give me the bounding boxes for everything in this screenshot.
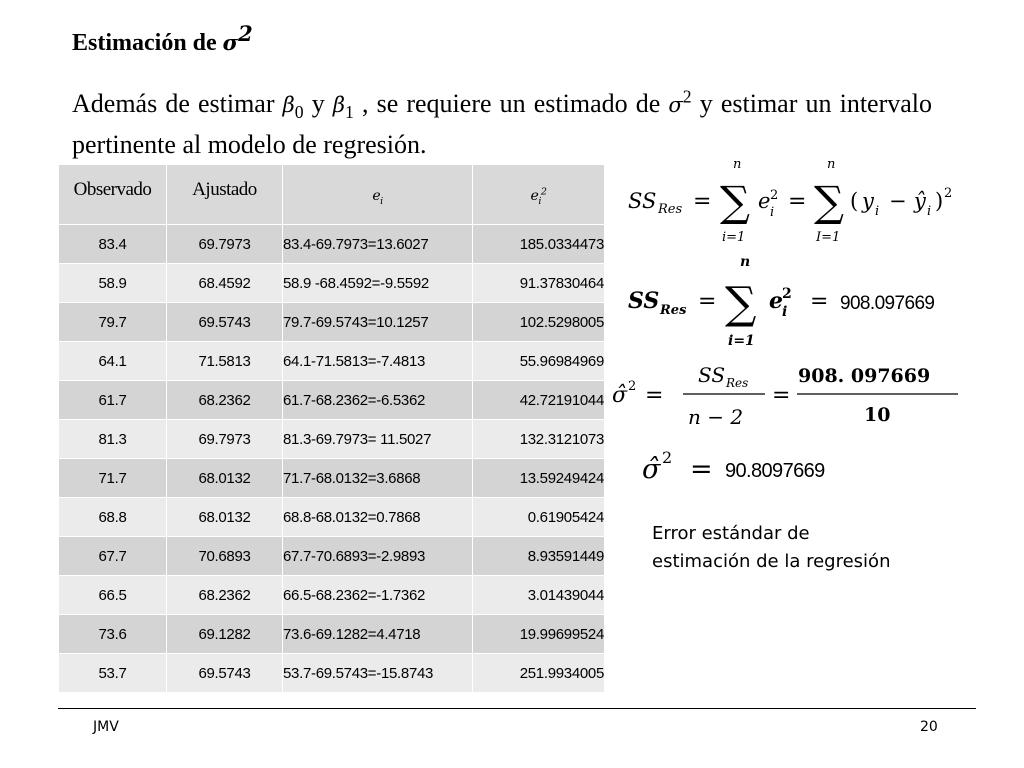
footer-divider xyxy=(58,708,976,709)
svg-text:Res: Res xyxy=(658,202,683,217)
residual-cell: 73.6-69.1282=4.4718 xyxy=(283,615,473,654)
svg-text:=: = xyxy=(810,289,829,314)
svg-text:σ̂: σ̂ xyxy=(642,454,661,485)
fitted-cell: 68.2362 xyxy=(167,576,283,615)
footer-author: JMV xyxy=(93,719,119,735)
fitted-cell: 69.1282 xyxy=(167,615,283,654)
residual-cell: 67.7-70.6893=-2.9893 xyxy=(283,537,473,576)
svg-text:n: n xyxy=(827,157,836,172)
table-row xyxy=(59,381,605,420)
residual-squared-cell: 102.5298005 xyxy=(473,303,605,342)
table-row xyxy=(59,615,605,654)
header-ajustado: Ajustado xyxy=(167,165,283,225)
table-row xyxy=(59,459,605,498)
observed-cell: 68.8 xyxy=(59,498,167,537)
residual-cell: 53.7-69.5743=-15.8743 xyxy=(283,654,473,693)
fitted-cell: 69.5743 xyxy=(167,654,283,693)
sigma-hat-ratio xyxy=(612,363,958,429)
intro-paragraph: Además de estimar $\beta_0$ y $\beta_1$ , se requiere un estimado de $\sigma^2$ y estimar un intervalo pertinente al modelo de regresión. xyxy=(72,86,933,159)
sum-symbol: ∑ xyxy=(725,278,757,329)
svg-text:i=1: i=1 xyxy=(728,333,755,349)
table-row xyxy=(59,576,605,615)
svg-text:2: 2 xyxy=(782,286,792,302)
residual-cell: 64.1-71.5813=-7.4813 xyxy=(283,342,473,381)
svg-text:10: 10 xyxy=(864,404,891,426)
residual-squared-cell: 13.59249424 xyxy=(473,459,605,498)
residual-cell: 81.3-69.7973= 11.5027 xyxy=(283,420,473,459)
svg-text:n − 2: n − 2 xyxy=(688,405,744,429)
ss-res-number: 908.097669 xyxy=(840,293,935,314)
svg-text:e: e xyxy=(769,288,783,314)
ss-symbol: SS xyxy=(628,189,657,213)
svg-text:): ) xyxy=(935,189,944,213)
svg-text:=: = xyxy=(690,454,713,485)
residual-squared-cell: 8.93591449 xyxy=(473,537,605,576)
beta1-symbol: β xyxy=(332,93,345,117)
svg-text:SS: SS xyxy=(628,288,660,314)
fitted-cell: 68.2362 xyxy=(167,381,283,420)
sigma-symbol: σ xyxy=(222,30,239,55)
table-row xyxy=(59,498,605,537)
svg-text:=: = xyxy=(645,383,664,408)
formulas-panel xyxy=(600,150,1000,530)
svg-text:e: e xyxy=(758,189,771,213)
svg-text:i: i xyxy=(927,204,932,219)
svg-text:i: i xyxy=(782,304,788,320)
svg-text:=: = xyxy=(788,189,807,214)
table-row xyxy=(59,537,605,576)
fitted-cell: 68.0132 xyxy=(167,459,283,498)
observed-cell: 83.4 xyxy=(59,225,167,264)
observed-cell: 66.5 xyxy=(59,576,167,615)
table-row xyxy=(59,303,605,342)
residual-squared-cell: 55.96984969 xyxy=(473,342,605,381)
sum-symbol: ∑ xyxy=(814,177,844,226)
header-residual: $e_i$ xyxy=(283,165,473,225)
header-residual-squared: $e_i^2$ xyxy=(473,165,605,225)
table-header-row xyxy=(59,165,605,225)
beta0-symbol: β xyxy=(282,93,295,117)
table-row xyxy=(59,225,605,264)
fitted-cell: 69.7973 xyxy=(167,420,283,459)
residual-cell: 83.4-69.7973=13.6027 xyxy=(283,225,473,264)
svg-text:n: n xyxy=(733,157,742,172)
residual-squared-cell: 251.9934005 xyxy=(473,654,605,693)
svg-text:σ̂: σ̂ xyxy=(612,383,628,408)
sigma-power: 2 xyxy=(238,21,253,46)
residual-squared-cell: 3.01439044 xyxy=(473,576,605,615)
residual-cell: 71.7-68.0132=3.6868 xyxy=(283,459,473,498)
sum-symbol: ∑ xyxy=(720,177,750,226)
svg-text:=: = xyxy=(772,383,791,408)
fitted-cell: 68.0132 xyxy=(167,498,283,537)
formulas-svg xyxy=(600,150,1000,530)
residual-cell: 79.7-69.5743=10.1257 xyxy=(283,303,473,342)
observed-cell: 79.7 xyxy=(59,303,167,342)
svg-text:2: 2 xyxy=(944,186,953,201)
sigma-hat-number: 90.8097669 xyxy=(725,460,825,482)
observed-cell: 81.3 xyxy=(59,420,167,459)
svg-text:(: ( xyxy=(850,189,859,213)
ss-res-definition xyxy=(628,157,952,245)
observed-cell: 64.1 xyxy=(59,342,167,381)
slide-title: Estimación de $\sigma^2$ xyxy=(72,21,253,56)
residuals-table xyxy=(58,164,605,693)
svg-text:=: = xyxy=(693,189,712,214)
svg-text:i=1: i=1 xyxy=(722,230,746,245)
svg-text:=: = xyxy=(698,289,717,314)
table-row xyxy=(59,264,605,303)
standard-error-note: Error estándar de estimación de la regresión xyxy=(652,523,891,572)
residual-cell: 61.7-68.2362=-6.5362 xyxy=(283,381,473,420)
header-observado: Observado xyxy=(59,165,167,225)
residual-squared-cell: 42.72191044 xyxy=(473,381,605,420)
residual-squared-cell: 185.0334473 xyxy=(473,225,605,264)
fitted-cell: 68.4592 xyxy=(167,264,283,303)
residual-squared-cell: 0.61905424 xyxy=(473,498,605,537)
svg-text:ŷ: ŷ xyxy=(914,189,926,213)
sigma-symbol: σ xyxy=(668,93,683,117)
residual-squared-cell: 19.99699524 xyxy=(473,615,605,654)
table-row xyxy=(59,342,605,381)
svg-text:908. 097669: 908. 097669 xyxy=(798,365,931,387)
fitted-cell: 69.7973 xyxy=(167,225,283,264)
fitted-cell: 70.6893 xyxy=(167,537,283,576)
svg-text:SS: SS xyxy=(698,363,726,387)
sigma-hat-value xyxy=(642,448,825,485)
svg-text:y: y xyxy=(862,189,874,213)
residual-cell: 66.5-68.2362=-1.7362 xyxy=(283,576,473,615)
residual-squared-cell: 132.3121073 xyxy=(473,420,605,459)
observed-cell: 53.7 xyxy=(59,654,167,693)
svg-text:2: 2 xyxy=(662,448,673,467)
svg-text:n: n xyxy=(740,254,751,270)
table-row xyxy=(59,420,605,459)
fitted-cell: 69.5743 xyxy=(167,303,283,342)
svg-text:−: − xyxy=(889,189,907,213)
svg-text:2: 2 xyxy=(628,379,637,394)
observed-cell: 61.7 xyxy=(59,381,167,420)
residual-cell: 58.9 -68.4592=-9.5592 xyxy=(283,264,473,303)
svg-text:I=1: I=1 xyxy=(816,230,841,245)
observed-cell: 73.6 xyxy=(59,615,167,654)
svg-text:Res: Res xyxy=(660,303,687,318)
svg-text:Res: Res xyxy=(726,376,749,390)
residual-cell: 68.8-68.0132=0.7868 xyxy=(283,498,473,537)
page-number: 20 xyxy=(920,719,938,735)
observed-cell: 58.9 xyxy=(59,264,167,303)
residual-squared-cell: 91.37830464 xyxy=(473,264,605,303)
svg-text:2: 2 xyxy=(770,188,779,203)
observed-cell: 67.7 xyxy=(59,537,167,576)
svg-text:i: i xyxy=(770,205,775,220)
fitted-cell: 71.5813 xyxy=(167,342,283,381)
svg-text:i: i xyxy=(875,204,880,219)
observed-cell: 71.7 xyxy=(59,459,167,498)
table-row xyxy=(59,654,605,693)
ss-res-value xyxy=(628,254,934,349)
